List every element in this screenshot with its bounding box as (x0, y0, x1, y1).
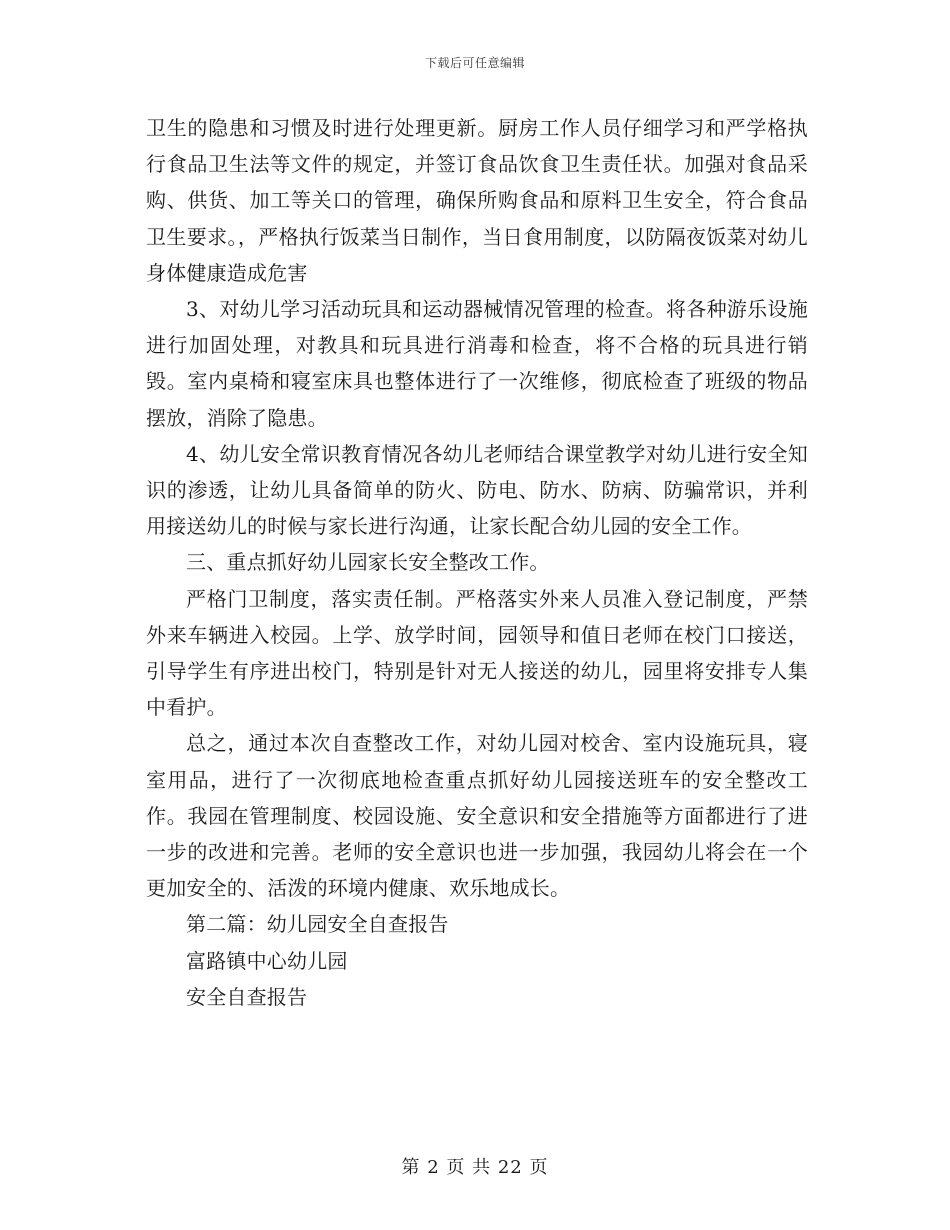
paragraph-safety-education: 4、幼儿安全常识教育情况各幼儿老师结合课堂教学对幼儿进行安全知识的渗透，让幼儿具备简单的防火、防电、防水、防病、防骗常识，并利用接送幼儿的时候与家长进行沟通，让家长配合幼儿园的安全工作。 (146, 441, 808, 539)
page-header-note: 下载后可任意编辑 (424, 56, 525, 70)
section-heading-parent-safety: 三、重点抓好幼儿园家长安全整改工作。 (186, 550, 550, 575)
paragraph-toy-equipment-check: 3、对幼儿学习活动玩具和运动器械情况管理的检查。将各种游乐设施进行加固处理，对教具和玩具进行消毒和检查，将不合格的玩具进行销毁。室内桌椅和寝室床具也整体进行了一次维修，彻底检查了班级的物品摆放，消除了隐患。 (146, 297, 808, 430)
kindergarten-name: 富路镇中心幼儿园 (186, 948, 348, 973)
report-title: 安全自查报告 (186, 984, 308, 1009)
paragraph-gate-system: 严格门卫制度，落实责任制。严格落实外来人员准入登记制度，严禁外来车辆进入校园。上学、放学时间，园领导和值日老师在校门口接送，引导学生有序进出校门，特别是针对无人接送的幼儿，园里将安排专人集中看护。 (146, 586, 808, 720)
chapter-title-second: 第二篇：幼儿园安全自查报告 (186, 912, 449, 937)
paragraph-food-hygiene: 卫生的隐患和习惯及时进行处理更新。厨房工作人员仔细学习和严学格执行食品卫生法等文件的规定，并签订食品饮食卫生责任状。加强对食品采购、供货、加工等关口的管理，确保所购食品和原料卫生安全，符合食品卫生要求。，严格执行饭菜当日制作，当日食用制度，以防隔夜饭菜对幼儿身体健康造成危害 (146, 116, 808, 285)
page-number-footer: 第 2 页 共 22 页 (401, 1157, 549, 1178)
paragraph-summary: 总之，通过本次自查整改工作，对幼儿园对校舍、室内设施玩具，寝室用品，进行了一次彻底地检查重点抓好幼儿园接送班车的安全整改工作。我园在管理制度、校园设施、安全意识和安全措施等方面都进行了进一步的改进和完善。老师的安全意识也进一步加强，我园幼儿将会在一个更加安全的、活泼的环境内健康、欢乐地成长。 (146, 731, 808, 901)
document-body (146, 110, 808, 1015)
